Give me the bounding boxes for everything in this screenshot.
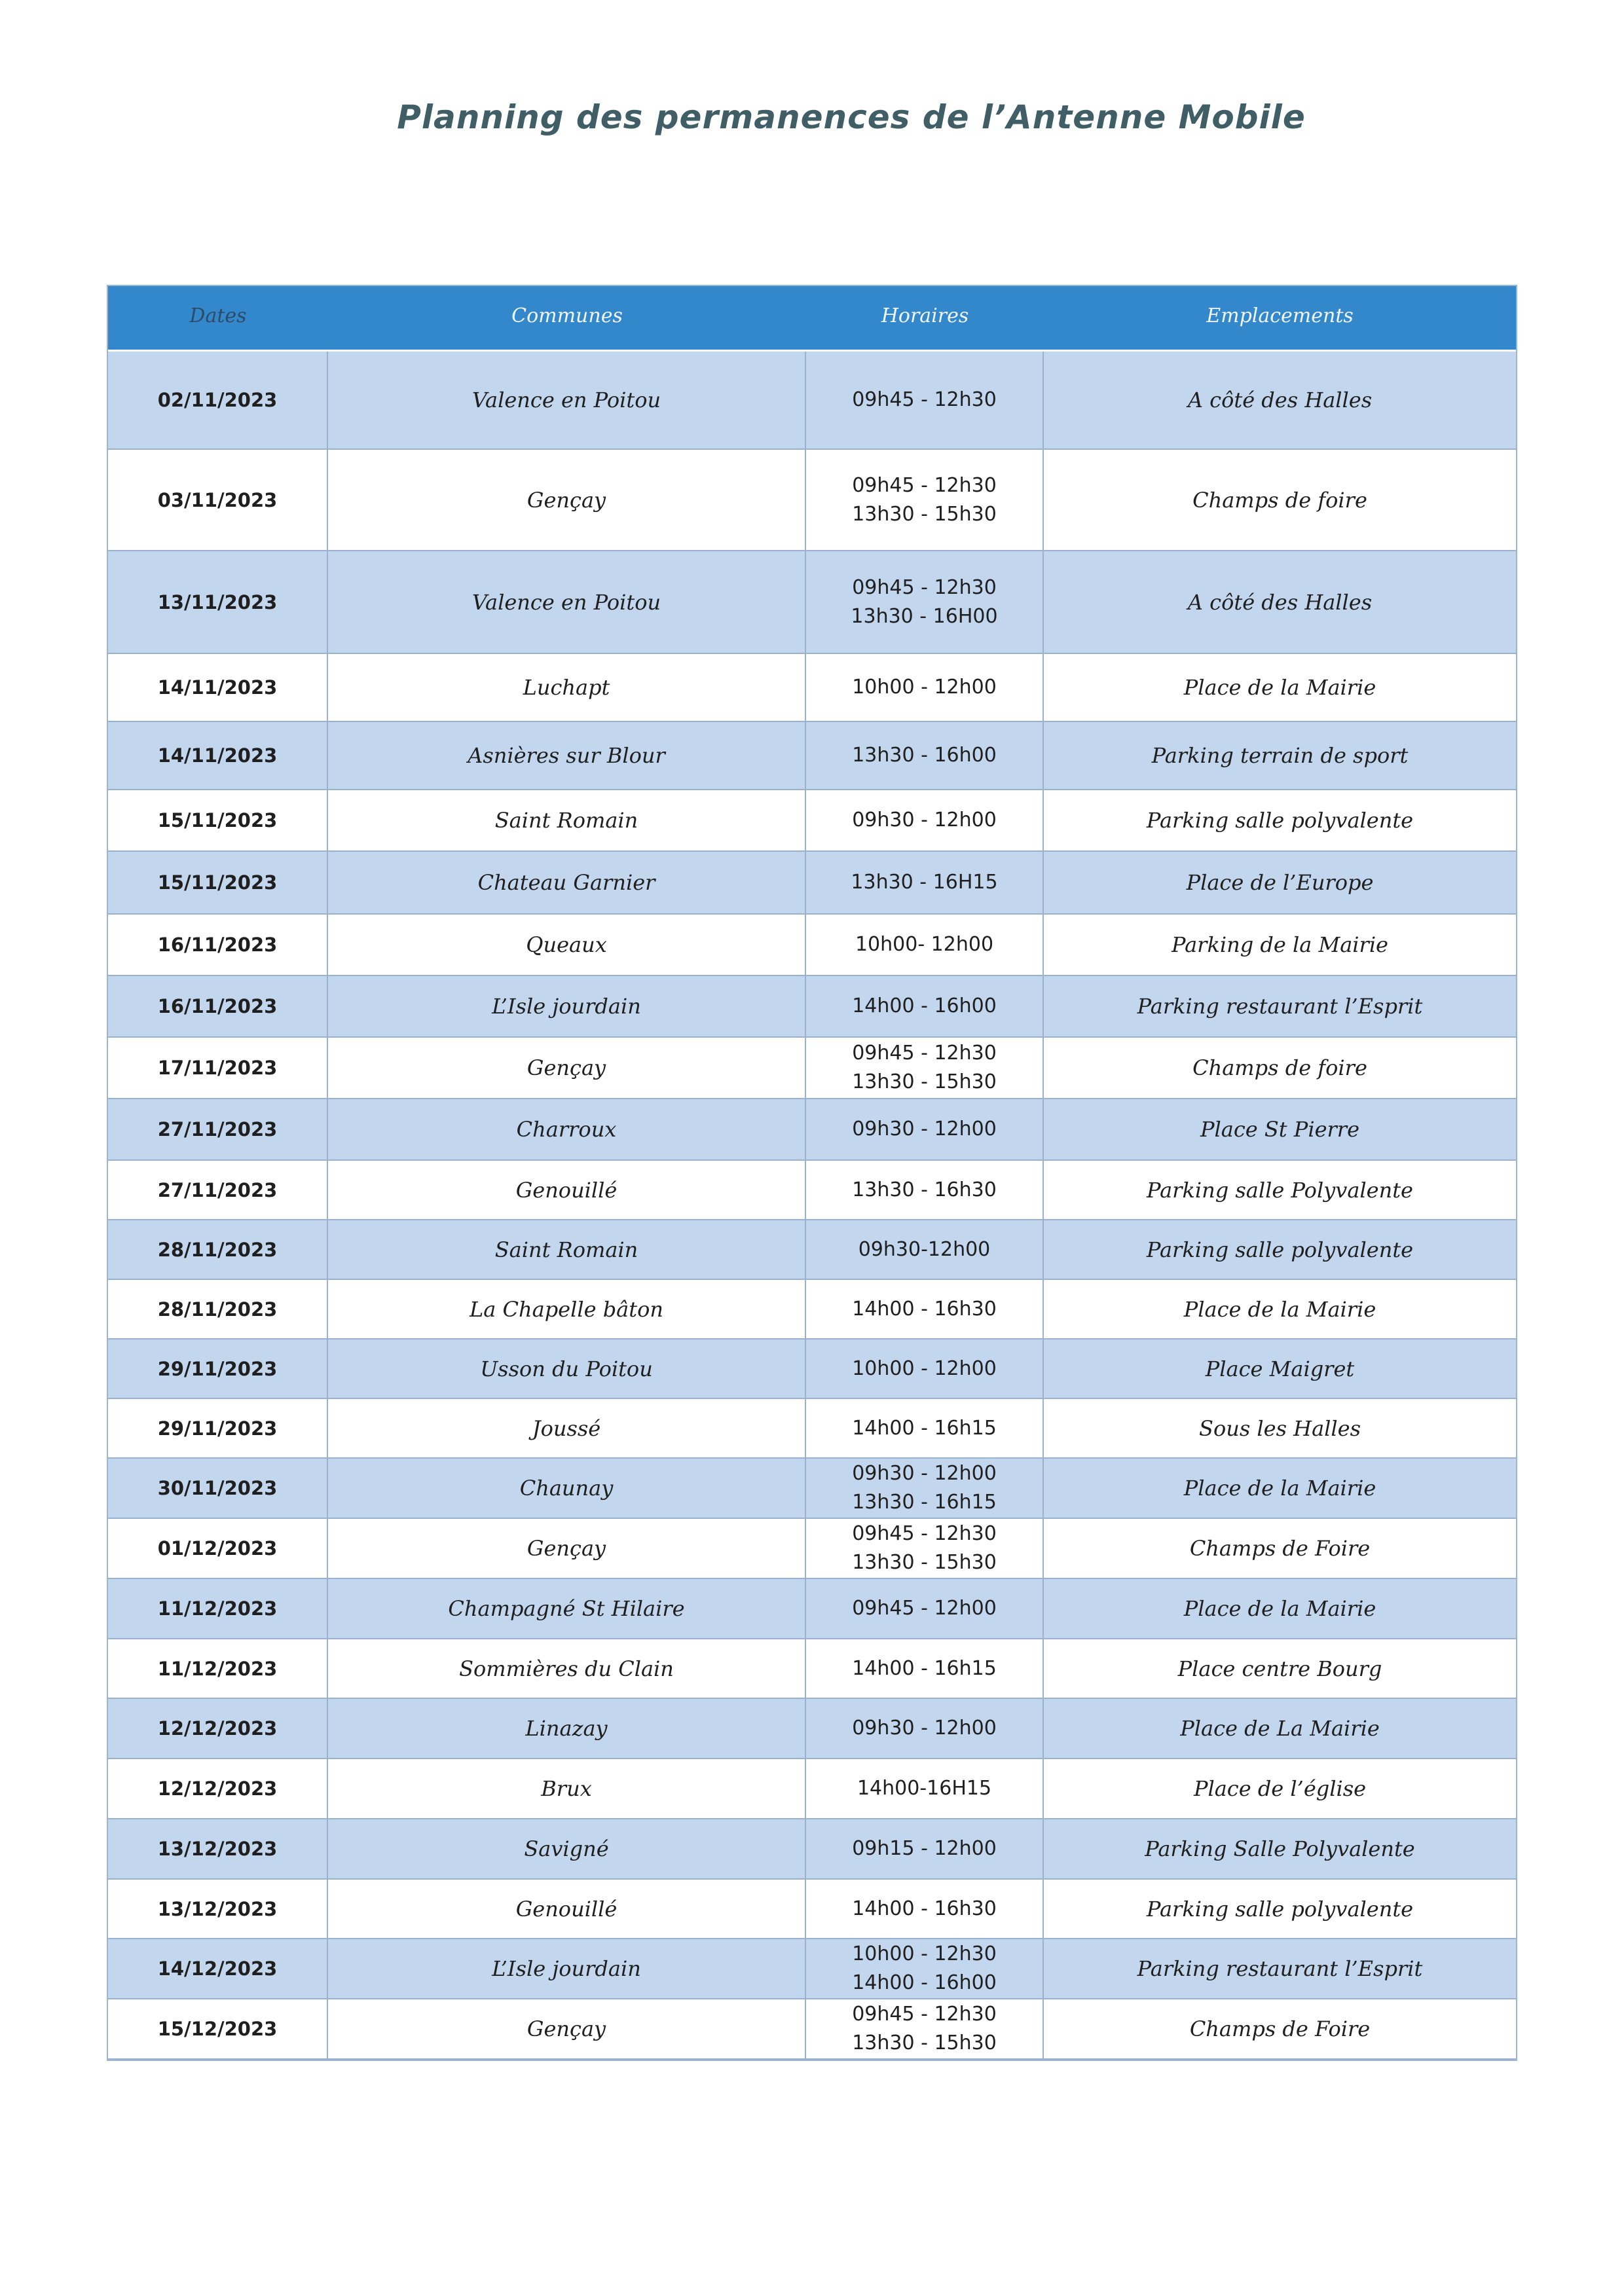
hours-slot: 09h45 - 12h00 [852, 1597, 997, 1620]
hours-slot: 10h00 - 12h30 [852, 1942, 997, 1965]
page-title: Planning des permanences de l’Antenne Mobile [397, 98, 1306, 136]
cell-hours [806, 654, 1044, 721]
hours-slot: 09h30-12h00 [858, 1237, 991, 1261]
table-row [108, 1759, 1516, 1819]
table-row [108, 1699, 1516, 1759]
cell-hours [806, 852, 1044, 913]
cell-hours [806, 1038, 1044, 1098]
cell-emplacement: Parking de la Mairie [1172, 932, 1388, 957]
cell-date: 14/11/2023 [108, 722, 328, 789]
table-row [108, 1099, 1516, 1161]
cell-hours [806, 1459, 1044, 1518]
table-row [108, 1161, 1516, 1220]
table-row [108, 654, 1516, 722]
cell-date: 27/11/2023 [108, 1099, 328, 1159]
hours-slot: 14h00 - 16h30 [852, 1897, 997, 1920]
cell-date: 03/11/2023 [108, 450, 328, 550]
hours-slot: 10h00- 12h00 [855, 933, 994, 956]
hours-slot: 09h45 - 12h30 [852, 473, 997, 497]
table-row [108, 1399, 1516, 1459]
cell-emplacement: Place de La Mairie [1180, 1716, 1380, 1741]
cell-date: 14/12/2023 [108, 1939, 328, 1998]
cell-commune: L’Isle jourdain [328, 1939, 806, 1998]
cell-hours [806, 1161, 1044, 1219]
hours-slot: 09h30 - 12h00 [852, 1462, 997, 1485]
cell-date: 27/11/2023 [108, 1161, 328, 1219]
table-row [108, 1639, 1516, 1699]
cell-hours [806, 1639, 1044, 1698]
hours-slot: 09h15 - 12h00 [852, 1837, 997, 1860]
hours-slot: 13h30 - 16h30 [852, 1178, 997, 1201]
cell-date: 11/12/2023 [108, 1579, 328, 1638]
hours-slot: 13h30 - 15h30 [852, 2032, 997, 2054]
cell-emplacement: Champs de Foire [1189, 2016, 1371, 2041]
table-row [108, 1459, 1516, 1519]
cell-commune: Gençay [328, 1519, 806, 1578]
table-row [108, 1819, 1516, 1880]
cell-emplacement: Place Maigret [1205, 1356, 1355, 1381]
cell-commune: La Chapelle bâton [328, 1280, 806, 1338]
cell-date: 29/11/2023 [108, 1399, 328, 1457]
table-row [108, 352, 1516, 450]
table-row [108, 1880, 1516, 1939]
cell-hours [806, 1099, 1044, 1159]
hours-slot: 13h30 - 16h00 [852, 744, 997, 767]
cell-commune: Chaunay [328, 1459, 806, 1518]
table-row [108, 1939, 1516, 1999]
cell-hours [806, 790, 1044, 850]
cell-commune: Brux [328, 1759, 806, 1818]
table-row [108, 976, 1516, 1038]
cell-date: 14/11/2023 [108, 654, 328, 721]
table-row [108, 1999, 1516, 2060]
cell-emplacement: Parking salle polyvalente [1146, 808, 1414, 833]
cell-hours [806, 1280, 1044, 1338]
cell-commune: Charroux [328, 1099, 806, 1159]
cell-emplacement: Place St Pierre [1200, 1117, 1360, 1142]
header-dates: Dates [189, 304, 247, 327]
cell-hours [806, 915, 1044, 975]
cell-emplacement: Place de l’Europe [1186, 870, 1374, 895]
table-row [108, 1519, 1516, 1579]
cell-emplacement: Place de la Mairie [1183, 675, 1376, 700]
cell-commune: L’Isle jourdain [328, 976, 806, 1036]
table-row [108, 551, 1516, 654]
cell-emplacement: A côté des Halles [1187, 589, 1373, 615]
cell-emplacement: Place de l’église [1193, 1776, 1367, 1801]
schedule-table [107, 285, 1517, 2061]
cell-date: 16/11/2023 [108, 976, 328, 1036]
hours-slot: 09h45 - 12h30 [852, 2003, 997, 2026]
header-horaires: Horaires [881, 304, 969, 327]
cell-commune: Luchapt [328, 654, 806, 721]
hours-slot: 13h30 - 16H15 [851, 871, 998, 894]
cell-commune: Queaux [328, 915, 806, 975]
cell-commune: Champagné St Hilaire [328, 1579, 806, 1638]
cell-emplacement: Parking Salle Polyvalente [1145, 1836, 1415, 1861]
cell-emplacement: Parking restaurant l’Esprit [1137, 1956, 1423, 1981]
table-row [108, 790, 1516, 852]
cell-hours [806, 1819, 1044, 1878]
cell-commune: Gençay [328, 1999, 806, 2058]
cell-hours [806, 551, 1044, 653]
cell-emplacement: Parking restaurant l’Esprit [1137, 994, 1423, 1019]
table-row [108, 1579, 1516, 1639]
cell-date: 17/11/2023 [108, 1038, 328, 1098]
cell-date: 15/12/2023 [108, 1999, 328, 2058]
cell-date: 11/12/2023 [108, 1639, 328, 1698]
cell-hours [806, 1759, 1044, 1818]
cell-emplacement: Sous les Halles [1199, 1415, 1361, 1441]
cell-date: 15/11/2023 [108, 790, 328, 850]
hours-slot: 14h00 - 16h15 [852, 1656, 997, 1680]
cell-hours [806, 1939, 1044, 1998]
cell-commune: Savigné [328, 1819, 806, 1878]
table-row [108, 852, 1516, 915]
cell-commune: Usson du Poitou [328, 1339, 806, 1398]
cell-commune: Saint Romain [328, 1220, 806, 1279]
cell-date: 28/11/2023 [108, 1220, 328, 1279]
cell-date: 13/11/2023 [108, 551, 328, 653]
cell-hours [806, 1579, 1044, 1638]
hours-slot: 14h00 - 16h30 [852, 1297, 997, 1321]
table-row [108, 450, 1516, 551]
cell-date: 15/11/2023 [108, 852, 328, 913]
table-header-row [108, 286, 1516, 352]
cell-emplacement: Champs de Foire [1189, 1536, 1371, 1561]
cell-emplacement: Parking terrain de sport [1151, 743, 1409, 768]
cell-emplacement: Champs de foire [1192, 487, 1367, 513]
header-communes: Communes [511, 304, 623, 327]
cell-date: 13/12/2023 [108, 1880, 328, 1938]
cell-commune: Joussé [328, 1399, 806, 1457]
cell-emplacement: Place centre Bourg [1177, 1656, 1382, 1681]
cell-date: 02/11/2023 [108, 352, 328, 448]
cell-commune: Saint Romain [328, 790, 806, 850]
cell-hours [806, 976, 1044, 1036]
cell-commune: Genouillé [328, 1161, 806, 1219]
hours-slot: 14h00 - 16h00 [852, 994, 997, 1017]
cell-commune: Chateau Garnier [328, 852, 806, 913]
cell-hours [806, 722, 1044, 789]
cell-commune: Genouillé [328, 1880, 806, 1938]
table-row [108, 1038, 1516, 1099]
cell-commune: Valence en Poitou [328, 352, 806, 448]
hours-slot: 13h30 - 16H00 [851, 604, 998, 628]
cell-emplacement: Parking salle Polyvalente [1147, 1177, 1413, 1203]
table-row [108, 722, 1516, 790]
cell-commune: Valence en Poitou [328, 551, 806, 653]
hours-slot: 13h30 - 15h30 [852, 1070, 997, 1093]
table-row [108, 915, 1516, 976]
cell-date: 12/12/2023 [108, 1759, 328, 1818]
cell-emplacement: Place de la Mairie [1183, 1476, 1376, 1501]
table-row [108, 1339, 1516, 1399]
hours-slot: 13h30 - 16h15 [852, 1491, 997, 1514]
cell-commune: Linazay [328, 1699, 806, 1758]
cell-commune: Gençay [328, 450, 806, 550]
hours-slot: 14h00-16H15 [857, 1777, 992, 1800]
hours-slot: 14h00 - 16h00 [852, 1971, 997, 1994]
cell-hours [806, 1999, 1044, 2058]
hours-slot: 09h45 - 12h30 [852, 575, 997, 599]
table-body [108, 352, 1516, 2060]
cell-date: 29/11/2023 [108, 1339, 328, 1398]
cell-date: 28/11/2023 [108, 1280, 328, 1338]
hours-slot: 10h00 - 12h00 [852, 1357, 997, 1380]
hours-slot: 13h30 - 15h30 [852, 502, 997, 526]
cell-emplacement: Champs de foire [1192, 1055, 1367, 1080]
hours-slot: 09h45 - 12h30 [852, 1522, 997, 1545]
cell-date: 30/11/2023 [108, 1459, 328, 1518]
cell-commune: Sommières du Clain [328, 1639, 806, 1698]
hours-slot: 09h30 - 12h00 [852, 1717, 997, 1740]
cell-emplacement: Place de la Mairie [1183, 1296, 1376, 1322]
cell-hours [806, 1519, 1044, 1578]
cell-date: 01/12/2023 [108, 1519, 328, 1578]
cell-hours [806, 1399, 1044, 1457]
hours-slot: 10h00 - 12h00 [852, 676, 997, 699]
hours-slot: 09h30 - 12h00 [852, 809, 997, 831]
cell-hours [806, 1699, 1044, 1758]
cell-commune: Asnières sur Blour [328, 722, 806, 789]
hours-slot: 14h00 - 16h15 [852, 1416, 997, 1440]
cell-emplacement: Parking salle polyvalente [1146, 1896, 1414, 1922]
cell-emplacement: Place de la Mairie [1183, 1596, 1376, 1621]
cell-emplacement: A côté des Halles [1187, 388, 1373, 412]
cell-commune: Gençay [328, 1038, 806, 1098]
cell-hours [806, 450, 1044, 550]
hours-slot: 09h30 - 12h00 [852, 1118, 997, 1140]
cell-hours [806, 1880, 1044, 1938]
cell-hours [806, 1220, 1044, 1279]
hours-slot: 09h45 - 12h30 [852, 1042, 997, 1065]
header-emplacements: Emplacements [1206, 304, 1354, 327]
cell-hours [806, 1339, 1044, 1398]
cell-date: 13/12/2023 [108, 1819, 328, 1878]
table-row [108, 1220, 1516, 1280]
table-row [108, 1280, 1516, 1339]
hours-slot: 09h45 - 12h30 [852, 388, 997, 411]
cell-date: 16/11/2023 [108, 915, 328, 975]
cell-emplacement: Parking salle polyvalente [1146, 1237, 1414, 1262]
hours-slot: 13h30 - 15h30 [852, 1551, 997, 1574]
cell-date: 12/12/2023 [108, 1699, 328, 1758]
cell-hours [806, 352, 1044, 448]
